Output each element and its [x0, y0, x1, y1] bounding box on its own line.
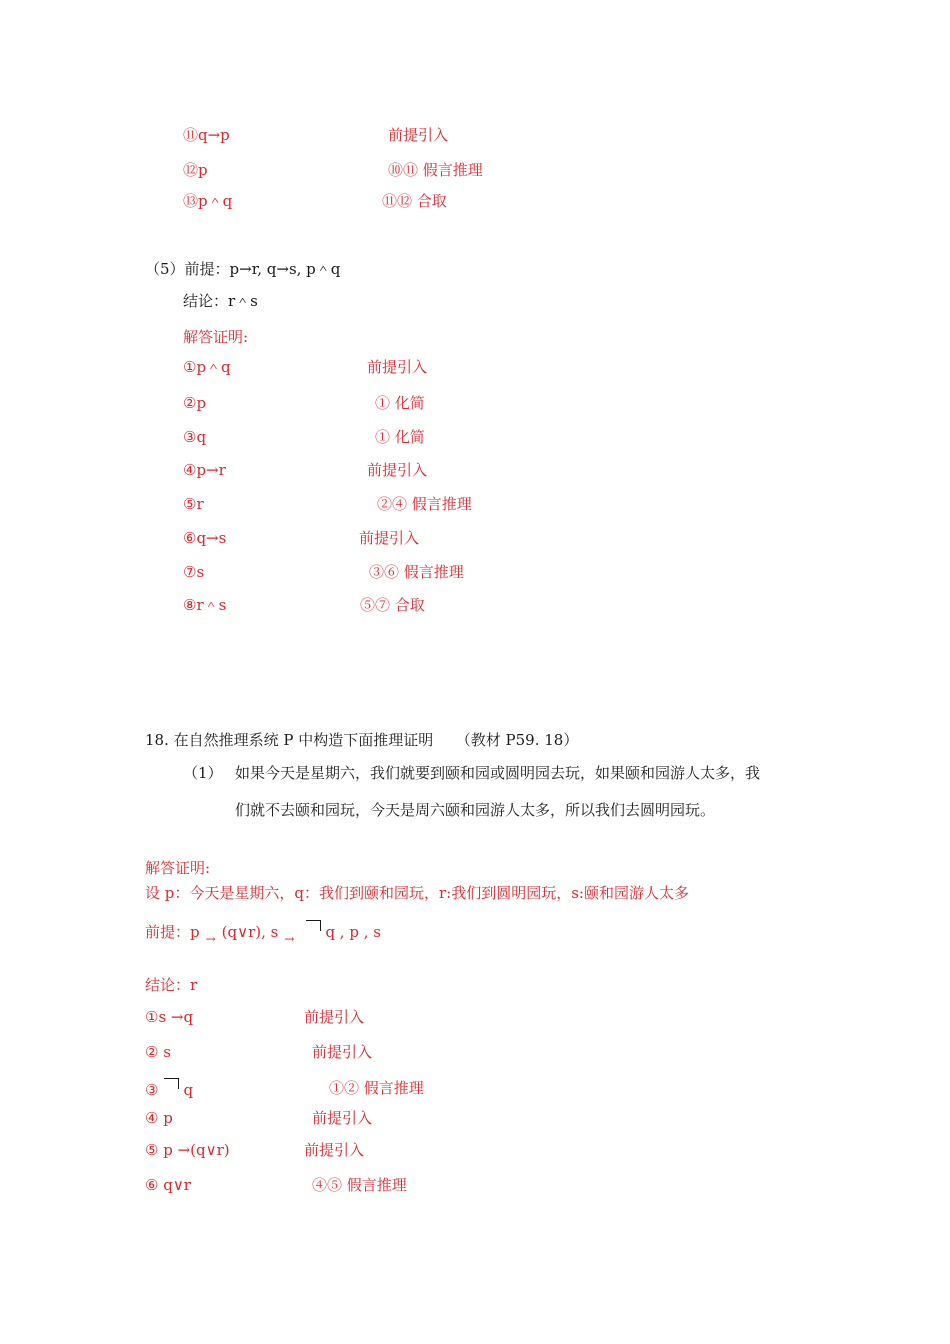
step-reason: ⑪⑫ 合取: [382, 192, 447, 210]
negation-symbol: [306, 920, 321, 931]
q18-define: 设 p：今天是星期六，q：我们到颐和园玩，r:我们到圆明园玩，s:颐和园游人太多: [145, 884, 689, 902]
q18-conclusion: 结论：r: [145, 976, 198, 994]
step-stmt: ②p: [183, 394, 207, 412]
step-stmt: ⑤ p →(q∨r): [145, 1141, 230, 1159]
q18-sub-text-1: 如果今天是星期六，我们就要到颐和园或圆明园去玩，如果颐和园游人太多，我: [235, 764, 761, 782]
step-stmt: ⑪q→p: [183, 126, 230, 144]
step-reason: 前提引入: [359, 529, 420, 547]
step-reason: ⑩⑪ 假言推理: [388, 161, 483, 179]
premise-label: 前提：p: [145, 923, 200, 941]
q18-sub-text-2: 们就不去颐和园玩，今天是周六颐和园游人太多，所以我们去圆明园玩。: [235, 801, 716, 819]
step-reason: ① 化简: [375, 394, 425, 412]
step-reason: ②④ 假言推理: [377, 495, 472, 513]
step-stmt: ①p＾q: [183, 358, 231, 376]
q18-sub-label: （1）: [183, 764, 223, 782]
step-reason: 前提引入: [304, 1141, 365, 1159]
step-reason: ③⑥ 假言推理: [369, 563, 464, 581]
premise-part: q , p , s: [325, 923, 381, 941]
step-stmt: ⑥q→s: [183, 529, 227, 547]
step-stmt: ⑬p＾q: [183, 192, 233, 210]
step-reason: ④⑤ 假言推理: [312, 1176, 407, 1194]
step-stmt: ①s →q: [145, 1008, 194, 1026]
q18-premise: [145, 920, 381, 949]
p5-conclusion: 结论：r＾s: [183, 292, 258, 310]
step-stmt: ⑦s: [183, 563, 205, 581]
step-reason: 前提引入: [312, 1109, 373, 1127]
step-reason: 前提引入: [367, 358, 428, 376]
step-reason: ⑤⑦ 合取: [360, 596, 425, 614]
step-reason: 前提引入: [367, 461, 428, 479]
step-stmt: ③q: [183, 428, 207, 446]
step-reason: 前提引入: [304, 1008, 365, 1026]
negation-symbol: [164, 1078, 179, 1089]
step-stmt: ⑤r: [183, 495, 204, 513]
q18-title: 18. 在自然推理系统 P 中构造下面推理证明 （教材 P59. 18）: [145, 731, 579, 749]
step-reason: ①② 假言推理: [329, 1079, 424, 1097]
step-reason: ① 化简: [375, 428, 425, 446]
premise-arrow: →: [205, 932, 216, 946]
q18-answer-header: 解答证明:: [145, 859, 211, 877]
premise-arrow: →: [284, 932, 295, 946]
step-reason: 前提引入: [388, 126, 449, 144]
step-stmt: ② s: [145, 1043, 171, 1061]
p5-answer-header: 解答证明:: [183, 328, 249, 346]
step-num: ③: [145, 1081, 159, 1099]
step-stmt: ④ p: [145, 1109, 173, 1127]
p5-premise: （5）前提：p→r, q→s, p＾q: [145, 260, 341, 278]
step-stmt: ⑧r＾s: [183, 596, 227, 614]
step-stmt: ⑫p: [183, 161, 208, 179]
step-stmt: ⑥ q∨r: [145, 1176, 191, 1194]
step-stmt: [145, 1078, 193, 1100]
step-reason: 前提引入: [312, 1043, 373, 1061]
step-stmt: ④p→r: [183, 461, 226, 479]
step-var: q: [183, 1081, 194, 1099]
premise-part: (q∨r), s: [221, 923, 279, 941]
